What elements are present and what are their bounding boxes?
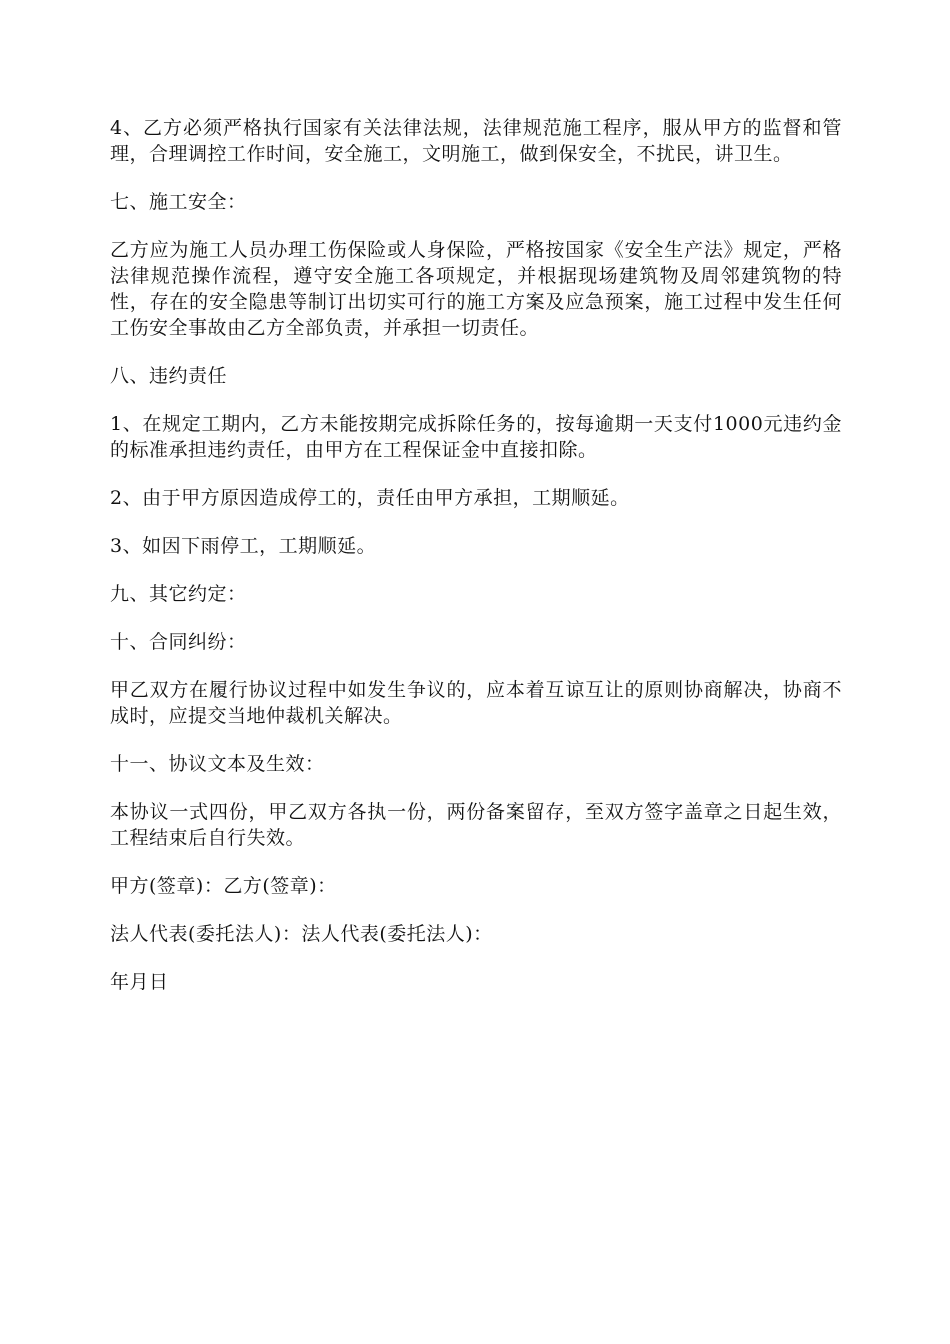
legal-representative-line: 法人代表(委托法人)：法人代表(委托法人)： [110,923,493,945]
date-line: 年月日 [110,971,169,993]
section-11-heading: 十一、协议文本及生效： [110,753,325,775]
clause-4-paragraph: 4、乙方必须严格执行国家有关法律法规，法律规范施工程序，服从甲方的监督和管理，合理调控工作时间，安全施工，文明施工，做到保安全，不扰民，讲卫生。 [110,117,842,165]
section-10-heading: 十、合同纠纷： [110,631,247,653]
construction-safety-paragraph: 乙方应为施工人员办理工伤保险或人身保险，严格按国家《安全生产法》规定，严格法律规范操作流程，遵守安全施工各项规定，并根据现场建筑物及周邻建筑物的特性，存在的安全隐患等制订出切实可行的施工方案及应急预案，施工过程中发生任何工伤安全事故由乙方全部负责，并承担一切责任。 [110,239,842,339]
breach-clause-3-paragraph: 3、如因下雨停工，工期顺延。 [110,535,377,557]
section-9-heading: 九、其它约定： [110,583,247,605]
agreement-copies-paragraph: 本协议一式四份，甲乙双方各执一份，两份备案留存，至双方签字盖章之日起生效，工程结束后自行失效。 [110,801,842,849]
breach-clause-2-paragraph: 2、由于甲方原因造成停工的，责任由甲方承担，工期顺延。 [110,487,630,509]
breach-clause-1-paragraph: 1、在规定工期内，乙方未能按期完成拆除任务的，按每逾期一天支付1000元违约金的标准承担违约责任，由甲方在工程保证金中直接扣除。 [110,413,842,461]
section-8-heading: 八、违约责任 [110,365,228,387]
dispute-resolution-paragraph: 甲乙双方在履行协议过程中如发生争议的，应本着互谅互让的原则协商解决，协商不成时，应提交当地仲裁机关解决。 [110,679,842,727]
section-7-heading: 七、施工安全： [110,191,247,213]
signature-line: 甲方(签章)：乙方(签章)： [110,875,337,897]
document-body [110,115,842,1017]
